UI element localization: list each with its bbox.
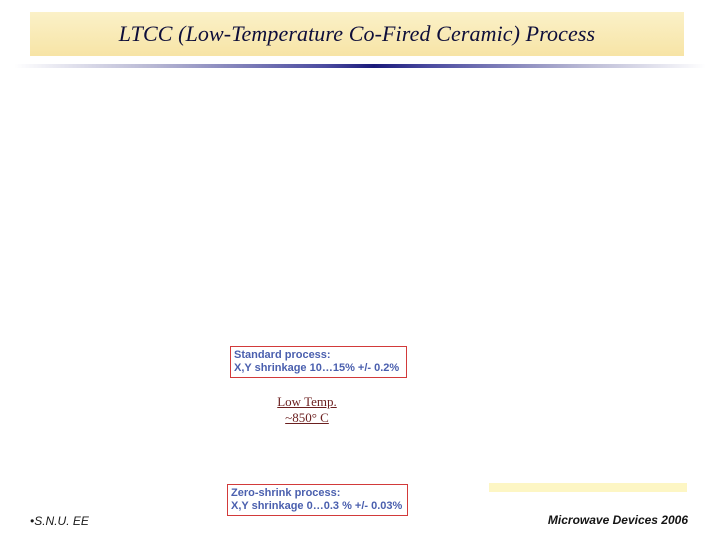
temperature-line2: ~850° C [285,410,329,425]
standard-process-detail: X,Y shrinkage 10…15% +/- 0.2% [234,362,400,374]
slide-title: LTCC (Low-Temperature Co-Fired Ceramic) Process [118,21,596,46]
footer-institution: •S.N.U. EE [30,514,89,528]
footer-course: Microwave Devices 2006 [547,513,688,527]
footer-highlight-bar [489,483,687,492]
zero-shrink-detail: X,Y shrinkage 0…0.3 % +/- 0.03% [231,500,403,512]
title-banner [30,12,684,56]
temperature-line1: Low Temp. [277,394,337,409]
zero-shrink-heading: Zero-shrink process: [231,487,341,499]
temperature-label [262,394,352,426]
title-divider [14,64,706,68]
standard-process-box [230,346,407,378]
standard-process-heading: Standard process: [234,349,331,361]
zero-shrink-process-box [227,484,408,516]
